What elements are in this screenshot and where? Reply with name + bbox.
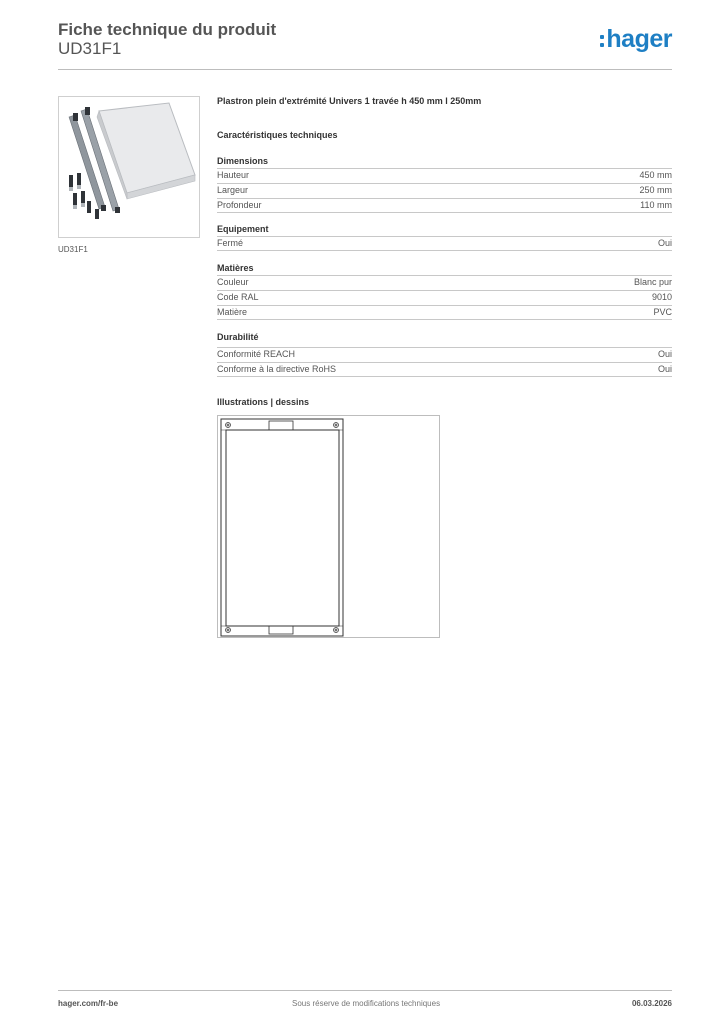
- spec-value: Oui: [657, 238, 672, 248]
- spec-label: Conformité REACH: [217, 349, 296, 359]
- characteristics-heading: Caractéristiques techniques: [217, 130, 338, 140]
- hager-logo[interactable]: [600, 24, 672, 54]
- spec-value: Oui: [657, 349, 672, 359]
- footer-date: 06.03.2026: [631, 999, 672, 1008]
- product-reference: UD31F1: [58, 39, 122, 58]
- footer-disclaimer: Sous réserve de modifications techniques: [292, 999, 441, 1008]
- footer-divider: [58, 990, 672, 991]
- photo-caption: UD31F1: [58, 245, 88, 254]
- spec-label: Largeur: [217, 185, 249, 195]
- spec-value: Blanc pur: [633, 277, 672, 287]
- spec-value: Oui: [657, 364, 672, 374]
- spec-label: Hauteur: [217, 170, 250, 180]
- spec-label: Profondeur: [217, 200, 262, 210]
- spec-row: [217, 198, 672, 213]
- spec-value: 450 mm: [639, 170, 672, 180]
- logo-wordmark: hager: [606, 25, 672, 53]
- spec-value: 250 mm: [639, 185, 672, 195]
- product-photo: [58, 96, 200, 238]
- illustrations-heading: Illustrations | dessins: [217, 397, 310, 407]
- spec-row: [217, 168, 672, 183]
- spec-row: [217, 275, 672, 290]
- product-title: Plastron plein d'extrémité Univers 1 travée h 450 mm l 250mm: [217, 96, 482, 106]
- spec-row: [217, 305, 672, 320]
- spec-row: [217, 362, 672, 377]
- spec-label: Code RAL: [217, 292, 259, 302]
- spec-value: 110 mm: [640, 200, 672, 210]
- page-header: [58, 20, 672, 70]
- section-heading-equipement: Equipement: [217, 224, 269, 234]
- spec-value: PVC: [653, 307, 672, 317]
- spec-label: Matière: [217, 307, 248, 317]
- footer-website-link[interactable]: hager.com/fr-be: [58, 999, 119, 1008]
- spec-row: [217, 236, 672, 251]
- section-heading-matieres: Matières: [217, 263, 254, 273]
- spec-row: [217, 290, 672, 305]
- spec-row: [217, 183, 672, 198]
- technical-drawing: [217, 415, 440, 638]
- technical-drawing-image: [218, 416, 439, 637]
- spec-label: Couleur: [217, 277, 249, 287]
- spec-label: Conforme à la directive RoHS: [217, 364, 337, 374]
- spec-value: 9010: [651, 292, 672, 302]
- spec-label: Fermé: [217, 238, 244, 248]
- header-divider: [58, 69, 672, 70]
- page-title: Fiche technique du produit: [58, 20, 277, 39]
- logo-dots-icon: [600, 35, 604, 47]
- spec-row: [217, 347, 672, 362]
- section-heading-durabilite: Durabilité: [217, 332, 259, 342]
- product-photo-image: [59, 97, 199, 237]
- section-heading-dimensions: Dimensions: [217, 156, 269, 166]
